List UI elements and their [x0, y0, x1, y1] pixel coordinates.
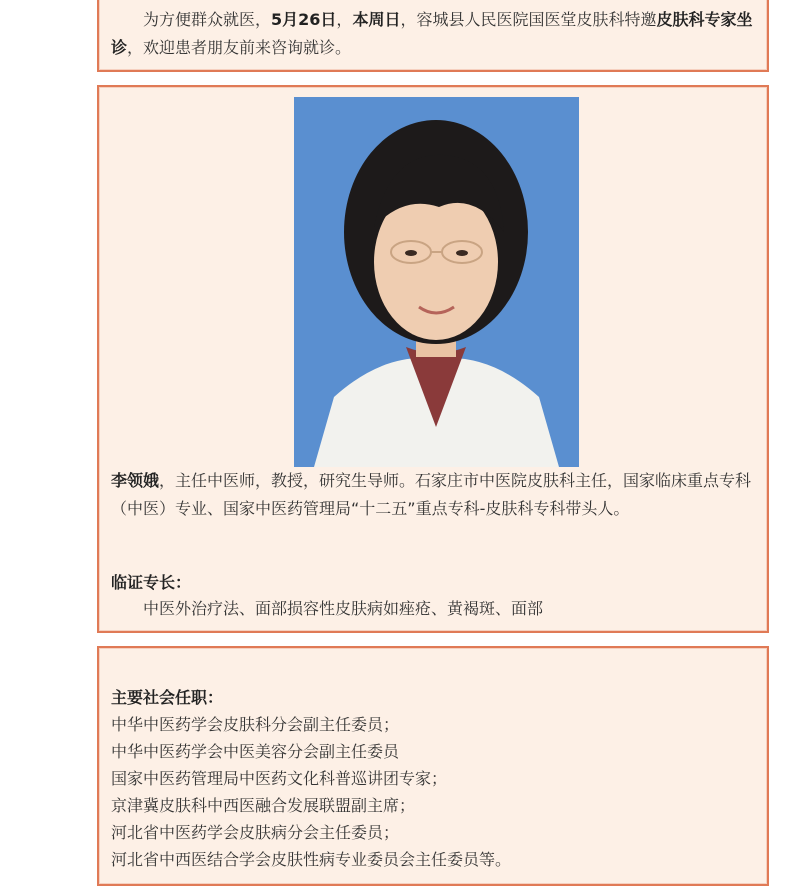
portrait-illustration [294, 97, 579, 467]
positions-label: 主要社会任职： [111, 688, 224, 707]
specialty-label: 临证专长： [111, 573, 192, 592]
doctor-portrait-photo [294, 97, 579, 467]
doctor-card [97, 85, 769, 633]
intro-suffix: ，欢迎患者朋友前来咨询就诊。 [127, 38, 352, 57]
position-item: 国家中医药管理局中医药文化科普巡讲团专家； [111, 769, 448, 788]
intro-sep: ， [336, 10, 353, 29]
specialty-text: 中医外治疗法、面部损容性皮肤病如痤疮、黄褐斑、面部 [143, 599, 544, 618]
doctor-bio-text: ，主任中医师，教授，研究生导师。石家庄市中医院皮肤科主任，国家临床重点专科（中医）专业、国家中医药管理局“十二五”重点专科-皮肤科专科带头人。 [111, 471, 752, 518]
doctor-name: 李领娥 [111, 471, 160, 490]
intro-day: 本周日 [352, 10, 401, 29]
position-item: 中华中医药学会中医美容分会副主任委员 [111, 742, 400, 761]
intro-paragraph [111, 6, 759, 62]
intro-date: 5月26日 [271, 10, 337, 29]
position-item: 京津冀皮肤科中西医融合发展联盟副主席； [111, 796, 416, 815]
intro-middle: ，容城县人民医院国医堂皮肤科特邀 [400, 10, 657, 29]
positions-card [97, 646, 769, 886]
position-item: 河北省中西医结合学会皮肤性病专业委员会主任委员等。 [111, 850, 512, 869]
doctor-bio [111, 467, 759, 523]
position-item: 河北省中医药学会皮肤病分会主任委员； [111, 823, 400, 842]
intro-highlight: 皮肤科专家坐诊 [111, 10, 753, 57]
intro-card [97, 0, 769, 72]
intro-prefix: 为方便群众就医， [143, 10, 272, 29]
position-item: 中华中医药学会皮肤科分会副主任委员； [111, 715, 400, 734]
